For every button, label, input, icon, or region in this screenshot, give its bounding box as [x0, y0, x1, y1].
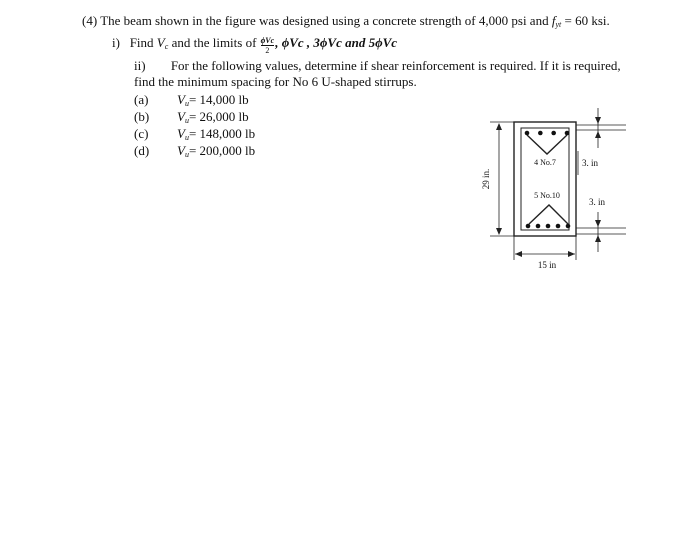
- bottom-rebar: [556, 224, 561, 229]
- top-rebar: [538, 131, 543, 136]
- top-rebar: [565, 131, 570, 136]
- part-1-find: Find: [129, 35, 154, 50]
- vu-subscript: u: [184, 116, 189, 125]
- width-arrow-right: [568, 251, 575, 257]
- bottom-bars-label: 5 No.10: [534, 191, 560, 200]
- fy-value: = 60 ksi.: [564, 13, 610, 28]
- vu-symbol: V: [177, 126, 185, 141]
- fy-symbol: f: [551, 13, 556, 28]
- top-cover-arrow-down: [595, 117, 601, 124]
- vu-symbol: V: [177, 92, 185, 107]
- bottom-rebar: [536, 224, 541, 229]
- vc-subscript: c: [164, 42, 169, 51]
- fraction-denominator: 2: [265, 46, 270, 55]
- height-arrow-top: [496, 123, 502, 130]
- vu-subscript: u: [184, 150, 189, 159]
- fraction-numerator: ϕVc: [260, 36, 275, 45]
- top-bars-triangle: [527, 135, 567, 154]
- vu-subscript: u: [184, 99, 189, 108]
- bottom-bars-triangle: [529, 205, 568, 224]
- case-label: (b): [134, 109, 150, 124]
- part-1-label: i): [112, 35, 120, 50]
- problem-number: (4): [82, 13, 98, 28]
- vu-symbol: V: [177, 109, 185, 124]
- vu-symbol: V: [177, 143, 185, 158]
- case-value: = 26,000 lb: [188, 109, 249, 124]
- bottom-bars-group: [526, 224, 571, 229]
- stirrup: [521, 128, 569, 230]
- part-2-text-1: For the following values, determine if shear reinforcement is required. If it is required,: [170, 58, 621, 73]
- limit-list: , ϕVc , 3ϕVc and 5ϕVc: [275, 35, 398, 50]
- top-rebar: [551, 131, 556, 136]
- top-bars-label: 4 No.7: [534, 158, 556, 167]
- width-arrow-left: [515, 251, 522, 257]
- top-rebar: [525, 131, 530, 136]
- beam-outline: [514, 122, 576, 236]
- vu-subscript: u: [184, 133, 189, 142]
- vc-symbol: V: [156, 35, 165, 50]
- top-cover-label: 3. in: [582, 158, 599, 168]
- bottom-cover-arrow-down: [595, 220, 601, 227]
- case-value: = 148,000 lb: [188, 126, 256, 141]
- fy-subscript: yt: [555, 20, 562, 29]
- bottom-rebar: [566, 224, 571, 229]
- bottom-cover-label: 3. in: [589, 197, 606, 207]
- case-value: = 200,000 lb: [188, 143, 256, 158]
- bottom-rebar: [546, 224, 551, 229]
- case-label: (c): [134, 126, 149, 141]
- height-arrow-bottom: [496, 228, 502, 235]
- case-label: (a): [134, 92, 149, 107]
- case-value: = 14,000 lb: [188, 92, 249, 107]
- top-cover-arrow-up: [595, 131, 601, 138]
- height-label: 29 in.: [481, 168, 491, 190]
- bottom-rebar: [526, 224, 531, 229]
- problem-intro: The beam shown in the figure was designed using a concrete strength of 4,000 psi and: [100, 13, 549, 28]
- width-label: 15 in: [537, 260, 557, 270]
- case-label: (d): [134, 143, 150, 158]
- part-2-label: ii): [134, 58, 146, 73]
- part-1-limits-text: and the limits of: [171, 35, 257, 50]
- top-bars-group: [525, 131, 570, 136]
- bottom-cover-arrow-up: [595, 235, 601, 242]
- part-2-text-2: find the minimum spacing for No 6 U-shaped stirrups.: [134, 74, 417, 89]
